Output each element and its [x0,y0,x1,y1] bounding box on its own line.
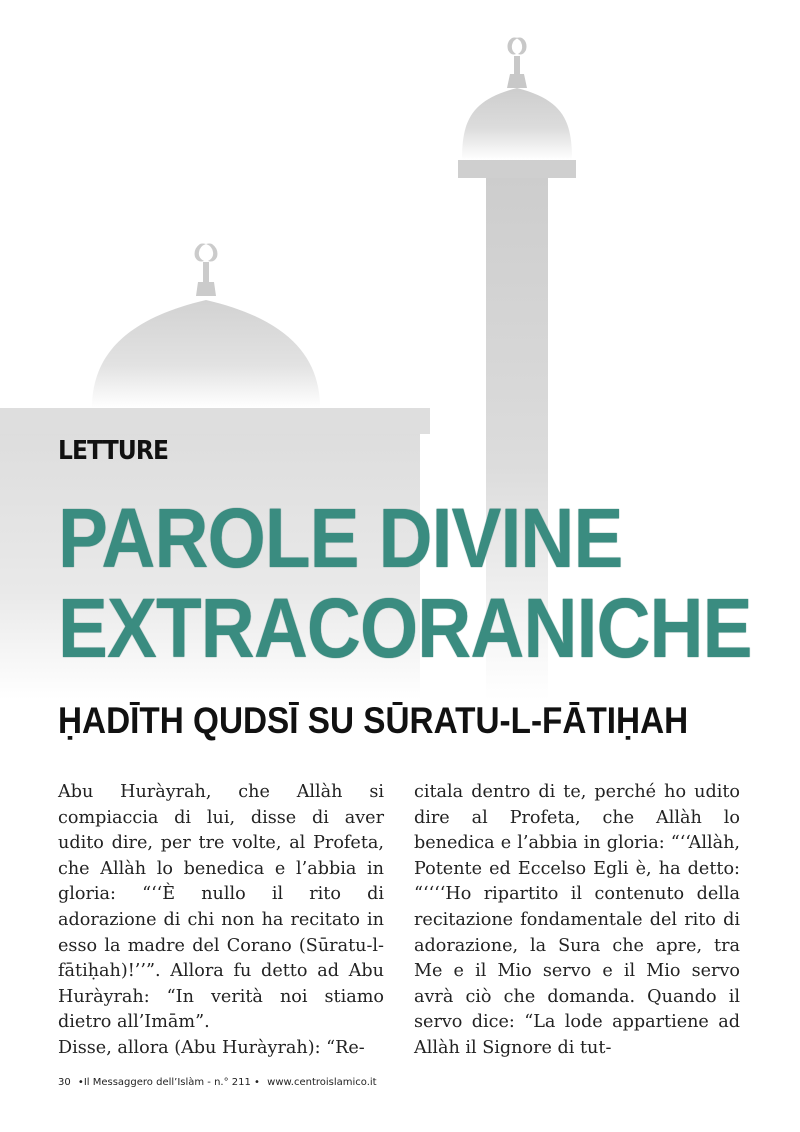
text-column-left [58,780,384,1062]
paragraph: Disse, allora (Abu Huràyrah): “Re- [58,1037,365,1058]
article-title-line-1: PAROLE DIVINE [58,491,623,585]
article-title-line-2: EXTRACORANICHE [58,581,752,675]
paragraph: citala dentro di te, perché ho udito dire al Profeta, che Allàh lo benedica e l’abbia in gloria: “‘‘Allàh, Potente ed Eccelso Egli è, ha detto: “‘‘‘‘Ho ripartito il contenuto della recitazione fondamentale del rito di adorazione, la Sura che apre, tra Me e il Mio servo e il Mio servo avrà ciò che domanda. Quando il servo dice: “La lode appartiene ad Allàh il Signore di tut- [414,782,740,1058]
page-number: 30 [58,1077,71,1088]
paragraph: Abu Huràyrah, che Allàh si compiaccia di lui, disse di aver udito dire, per tre volte, al Profeta, che Allàh lo benedica e l’abbia in gloria: “‘‘È nullo il rito di adorazione di chi non ha recitato in esso la madre del Corano (Sūratu-l-fātiḥah)!’’”. Allora fu detto ad Abu Huràyrah: “In verità noi stiamo dietro all’Imām”. [58,782,384,1033]
section-label: LETTURE [58,436,169,466]
page-footer [58,1077,381,1088]
text-column-right [414,780,740,1062]
website-link[interactable]: www.centroislamico.it [267,1077,377,1088]
article-subtitle: ḤADĪTH QUDSĪ SU SŪRATU-L-FĀTIḤAH [58,700,689,741]
publication-name: •Il Messaggero dell’Islàm - n.° 211 • [77,1077,260,1088]
